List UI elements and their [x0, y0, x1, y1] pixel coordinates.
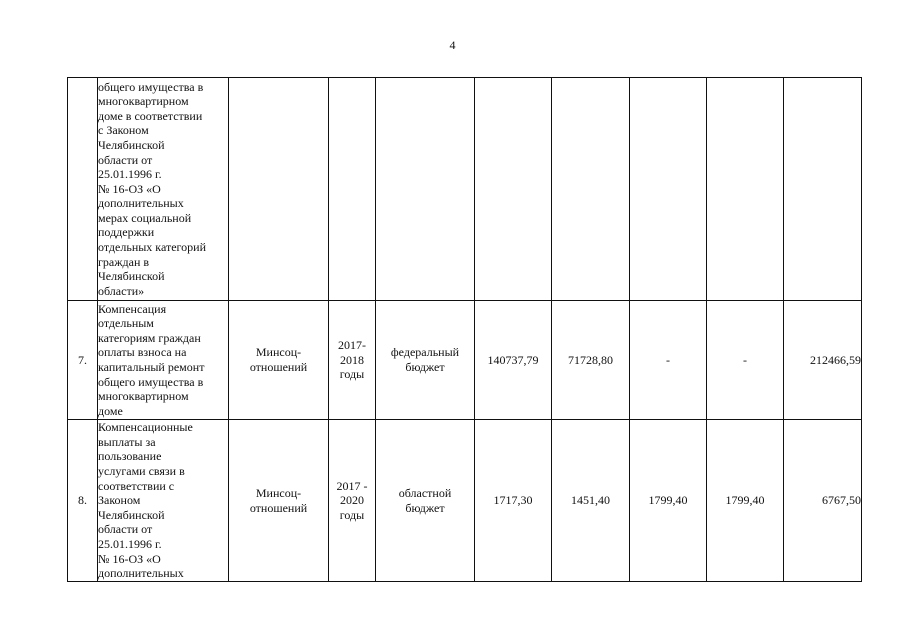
table-row [68, 420, 862, 582]
description-line: Компенсация [98, 301, 167, 316]
period-cell [329, 301, 376, 420]
amount-2018-cell [552, 78, 630, 301]
description-line: многоквартирном [98, 389, 189, 404]
description-line: выплаты за [98, 434, 156, 449]
amount-2019-cell: 1799,40 [630, 420, 707, 582]
description-line: дополнительных [98, 566, 184, 581]
executor-cell [229, 420, 329, 582]
table-row [68, 301, 862, 420]
description-line: соответствии с [98, 478, 175, 493]
description-line: отдельным [98, 316, 154, 331]
description-line: Компенсационные [98, 420, 193, 435]
description-line: доме [98, 403, 123, 418]
description-line: Челябинской [98, 137, 165, 152]
row-number-cell [68, 78, 98, 301]
description-line: Челябинской [98, 269, 165, 284]
executor-cell [229, 301, 329, 420]
description-line: отдельных категорий [98, 240, 207, 255]
row-number-cell: 8. [68, 420, 98, 582]
description-line: категориям граждан [98, 330, 201, 345]
description-line: 25.01.1996 г. [98, 536, 162, 551]
description-line: области» [98, 283, 145, 298]
amount-2020-cell: - [707, 301, 784, 420]
description-line: пользование [98, 449, 162, 464]
executor-cell [229, 78, 329, 301]
period-cell [329, 420, 376, 582]
measure-description-cell [98, 301, 229, 420]
amount-total-cell: 212466,59 [784, 301, 862, 420]
amount-2020-cell: 1799,40 [707, 420, 784, 582]
funding-source-cell [376, 420, 475, 582]
period-line: 2020 [340, 493, 364, 508]
measure-description-cell [98, 420, 229, 582]
period-line: годы [339, 507, 365, 522]
page-number: 4 [449, 38, 456, 52]
description-line: мерах социальной [98, 210, 192, 225]
executor-line: отношений [249, 500, 308, 515]
period-line: 2017- [338, 338, 366, 353]
description-line: № 16-ОЗ «О [98, 551, 161, 566]
funding-source-line: федеральный [390, 345, 460, 360]
row-number-cell: 7. [68, 301, 98, 420]
funding-source-cell [376, 78, 475, 301]
amount-total-cell [784, 78, 862, 301]
table-row [68, 78, 862, 301]
period-line: 2018 [340, 352, 364, 367]
funding-source-line: бюджет [405, 360, 445, 374]
description-line: оплаты взноса на [98, 345, 187, 360]
description-line: дополнительных [98, 196, 184, 211]
funding-source-line: областной [398, 485, 452, 500]
program-measures-table [67, 77, 862, 582]
description-line: области от [98, 152, 153, 167]
funding-source-line: бюджет [405, 500, 445, 515]
description-line: многоквартирном [98, 94, 189, 109]
description-line: 25.01.1996 г. [98, 167, 162, 182]
measure-description-cell [98, 78, 229, 301]
description-line: поддержки [98, 225, 155, 240]
amount-2018-cell: 1451,40 [552, 420, 630, 582]
description-line: Челябинской [98, 507, 165, 522]
executor-line: Минсоц- [255, 485, 302, 500]
period-line: 2017 - [336, 478, 368, 493]
description-line: услугами связи в [98, 464, 185, 479]
description-line: общего имущества в [98, 79, 204, 94]
description-line: № 16-ОЗ «О [98, 181, 161, 196]
period-cell [329, 78, 376, 301]
amount-2017-cell: 140737,79 [475, 301, 552, 420]
description-line: с Законом [98, 123, 149, 138]
description-line: общего имущества в [98, 374, 204, 389]
executor-line: отношений [249, 360, 308, 374]
amount-2020-cell [707, 78, 784, 301]
amount-2018-cell: 71728,80 [552, 301, 630, 420]
funding-source-cell [376, 301, 475, 420]
amount-2019-cell: - [630, 301, 707, 420]
amount-2017-cell [475, 78, 552, 301]
description-line: доме в соответствии [98, 108, 203, 123]
amount-total-cell: 6767,50 [784, 420, 862, 582]
amount-2017-cell: 1717,30 [475, 420, 552, 582]
amount-2019-cell [630, 78, 707, 301]
description-line: граждан в [98, 254, 150, 269]
description-line: капитальный ремонт [98, 360, 205, 374]
period-line: годы [339, 367, 365, 382]
description-line: Законом [98, 493, 141, 508]
executor-line: Минсоц- [255, 345, 302, 360]
description-line: области от [98, 522, 153, 537]
